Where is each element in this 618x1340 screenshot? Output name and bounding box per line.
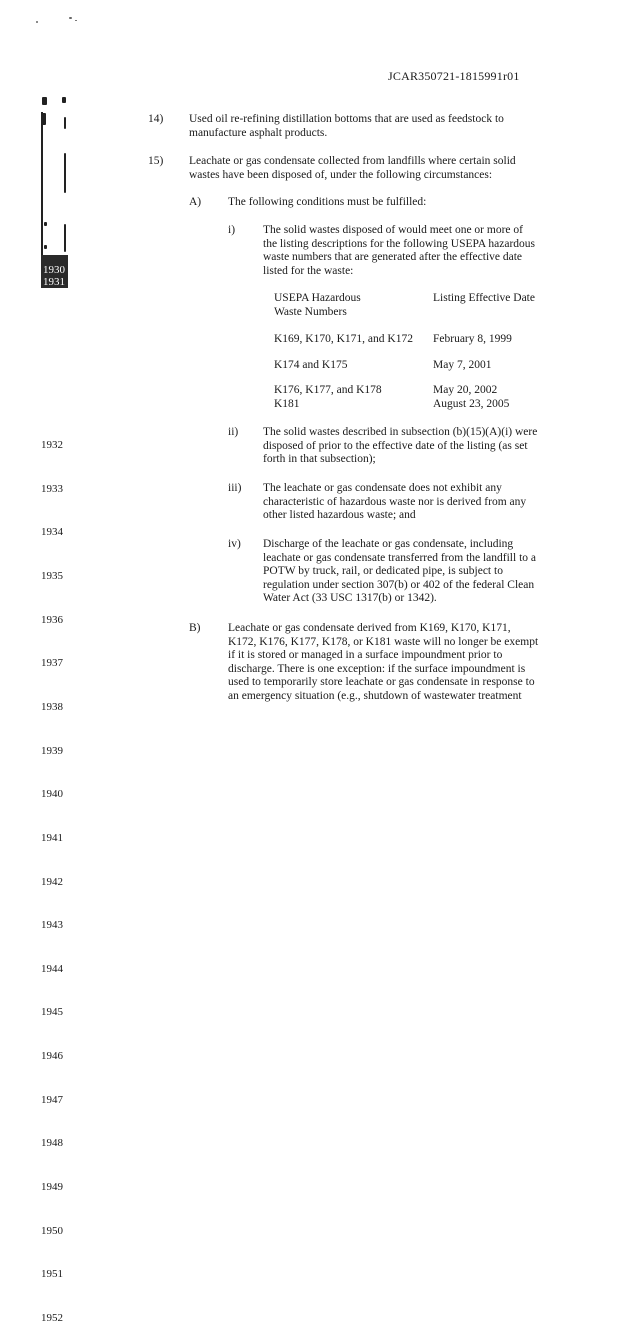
text-line: POTW by truck, rail, or dedicated pipe, is subject to — [263, 565, 503, 578]
text-line: The solid wastes disposed of would meet one or more of — [263, 224, 523, 236]
line-number: 1933 — [41, 482, 63, 495]
sub-iv-label: iv) — [228, 538, 241, 550]
line-number: 1949 — [41, 1180, 63, 1193]
sub-ii-text — [263, 426, 537, 467]
item-14-text — [189, 113, 504, 140]
line-number: 1948 — [41, 1137, 63, 1150]
text-line: Leachate or gas condensate collected from landfills where certain solid — [189, 155, 516, 167]
bar-mark — [42, 97, 47, 105]
bar-mark — [44, 222, 47, 226]
line-number: 1941 — [41, 831, 63, 844]
sub-a-text — [228, 196, 426, 210]
text-line: if it is stored or managed in a surface impoundment prior to — [228, 649, 503, 662]
line-number: 1939 — [41, 744, 63, 757]
item-15-text — [189, 155, 516, 182]
table-header-numbers — [274, 292, 361, 319]
text-line: discharge. There is one exception: if the surface impoundment is — [228, 662, 526, 675]
sub-i-text — [263, 224, 535, 278]
text-line: Water Act (33 USC 1317(b) or 1342). — [263, 592, 437, 605]
text-line: used to temporarily store leachate or gas condensate in response to — [228, 676, 535, 689]
text-line: Used oil re-refining distillation bottoms that are used as feedstock to — [189, 113, 504, 125]
line-number: 1934 — [41, 526, 63, 539]
text-line: wastes have been disposed of, under the following circumstances: — [189, 168, 493, 181]
line-number: 1936 — [41, 613, 63, 626]
table-cell-date: May 20, 2002 — [433, 384, 498, 396]
bar-mark — [64, 153, 66, 193]
text-line: Leachate or gas condensate derived from K169, K170, K171, — [228, 622, 511, 634]
text-line: leachate or gas condensate transferred from the landfill to a — [263, 551, 537, 564]
bar-line-number: 1931 — [43, 276, 65, 288]
line-number: 1951 — [41, 1268, 63, 1281]
text-line: The leachate or gas condensate does not exhibit any — [263, 482, 502, 494]
bar-mark — [44, 245, 47, 249]
table-cell-date: May 7, 2001 — [433, 359, 492, 371]
sub-i-label: i) — [228, 224, 236, 236]
line-number: 1940 — [41, 788, 63, 801]
text-line: The solid wastes described in subsection (b)(15)(A)(i) were — [263, 426, 538, 438]
sub-iv-text — [263, 538, 536, 606]
line-number: 1938 — [41, 700, 63, 713]
scan-speck — [36, 21, 38, 23]
bar-mark — [62, 97, 66, 103]
document-id: JCAR350721-1815991r01 — [388, 69, 520, 83]
item-15-label: 15) — [148, 155, 164, 167]
line-number: 1942 — [41, 875, 63, 888]
table-cell-numbers: K176, K177, and K178 — [274, 384, 382, 396]
bar-mark — [64, 224, 66, 252]
line-number: 1944 — [41, 962, 63, 975]
line-number: 1946 — [41, 1050, 63, 1063]
line-number: 1937 — [41, 657, 63, 670]
bar-line-number: 1930 — [43, 264, 65, 276]
table-header-date: Listing Effective Date — [433, 292, 535, 304]
text-line: forth in that subsection); — [263, 453, 376, 466]
line-number: 1952 — [41, 1311, 63, 1324]
sub-b-text — [228, 622, 538, 704]
table-cell-numbers: K174 and K175 — [274, 359, 348, 371]
bar-mark — [41, 112, 43, 267]
text-line: regulation under section 307(b) or 402 of the federal Clean — [263, 578, 535, 591]
bar-mark — [41, 113, 46, 125]
text-line: manufacture asphalt products. — [189, 126, 328, 139]
text-line: The following conditions must be fulfilled: — [228, 196, 427, 208]
line-number: 1945 — [41, 1006, 63, 1019]
line-number: 1943 — [41, 919, 63, 932]
item-14-label: 14) — [148, 113, 164, 125]
text-line: Discharge of the leachate or gas condensate, including — [263, 538, 514, 550]
table-cell-date: August 23, 2005 — [433, 398, 510, 410]
line-number: 1950 — [41, 1224, 63, 1237]
sub-a-label: A) — [189, 196, 202, 208]
text-line: characteristic of hazardous waste nor is derived from any — [263, 495, 527, 508]
sub-ii-label: ii) — [228, 426, 239, 438]
table-cell-date: February 8, 1999 — [433, 333, 512, 345]
line-number-column — [41, 409, 63, 1340]
table-cell-numbers: K169, K170, K171, and K172 — [274, 333, 413, 345]
text-line: other listed hazardous waste; and — [263, 509, 416, 522]
line-number: 1947 — [41, 1093, 63, 1106]
text-line: an emergency situation (e.g., shutdown of wastewater treatment — [228, 689, 522, 702]
bar-mark — [64, 117, 66, 129]
text-line: waste numbers that are generated after the effective date — [263, 251, 523, 264]
text-line: listed for the waste: — [263, 264, 354, 277]
sub-b-label: B) — [189, 622, 201, 634]
sub-iii-text — [263, 482, 526, 523]
text-line: K172, K176, K177, K178, or K181 waste will no longer be exempt — [228, 635, 539, 648]
table-cell-numbers: K181 — [274, 398, 300, 410]
sub-iii-label: iii) — [228, 482, 242, 494]
scan-speck — [69, 17, 72, 19]
line-number: 1932 — [41, 439, 63, 452]
header-line: USEPA Hazardous — [274, 292, 361, 304]
line-number: 1935 — [41, 570, 63, 583]
text-line: the listing descriptions for the following USEPA hazardous — [263, 237, 536, 250]
scan-speck — [75, 20, 77, 21]
header-line: Waste Numbers — [274, 305, 347, 318]
text-line: disposed of prior to the effective date of the listing (as set — [263, 439, 528, 452]
